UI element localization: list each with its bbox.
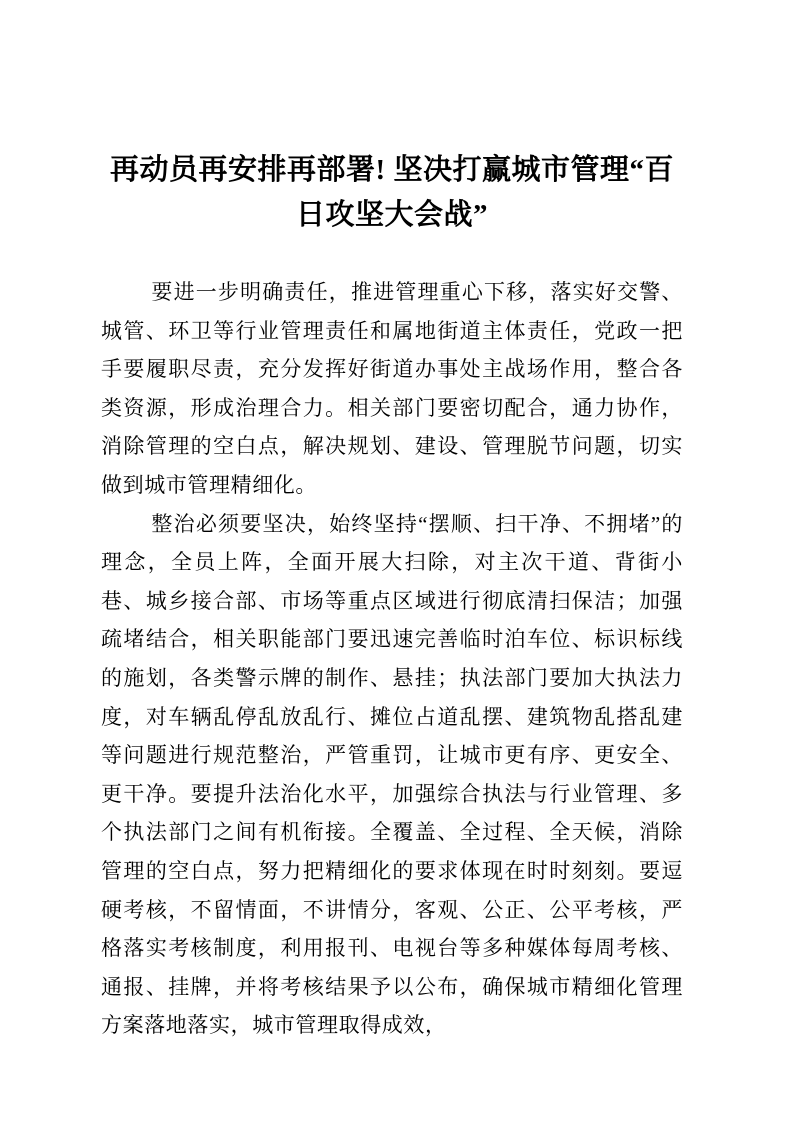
paragraph-rectification: 整治必须要坚决，始终坚持“摆顺、扫干净、不拥堵”的理念，全员上阵，全面开展大扫除，对主次干道、背街小巷、城乡接合部、市场等重点区域进行彻底清扫保洁；加强疏堵结合，相关职能部门要迅速完善临时泊车位、标识标线的施划，各类警示牌的制作、悬挂；执法部门要加大执法力度，对车辆乱停乱放乱行、摊位占道乱摆、建筑物乱搭乱建等问题进行规范整治，严管重罚，让城市更有序、更安全、更干净。要提升法治化水平，加强综合执法与行业管理、多个执法部门之间有机衔接。全覆盖、全过程、全天候，消除管理的空白点，努力把精细化的要求体现在时时刻刻。要逗硬考核，不留情面，不讲情分，客观、公正、公平考核，严格落实考核制度，利用报刊、电视台等多种媒体每周考核、通报、挂牌，并将考核结果予以公布，确保城市精细化管理方案落地落实，城市管理取得成效， — [101, 511, 683, 1038]
document-title: 再动员再安排再部署! 坚决打赢城市管理“百日攻坚大会战” — [110, 154, 674, 231]
paragraph-responsibility: 要进一步明确责任，推进管理重心下移，落实好交警、城管、环卫等行业管理责任和属地街道主体责任，党政一把手要履职尽责，充分发挥好街道办事处主战场作用，整合各类资源，形成治理合力。相关部门要密切配合，通力协作，消除管理的空白点，解决规划、建设、管理脱节问题，切实做到城市管理精细化。 — [101, 280, 683, 497]
